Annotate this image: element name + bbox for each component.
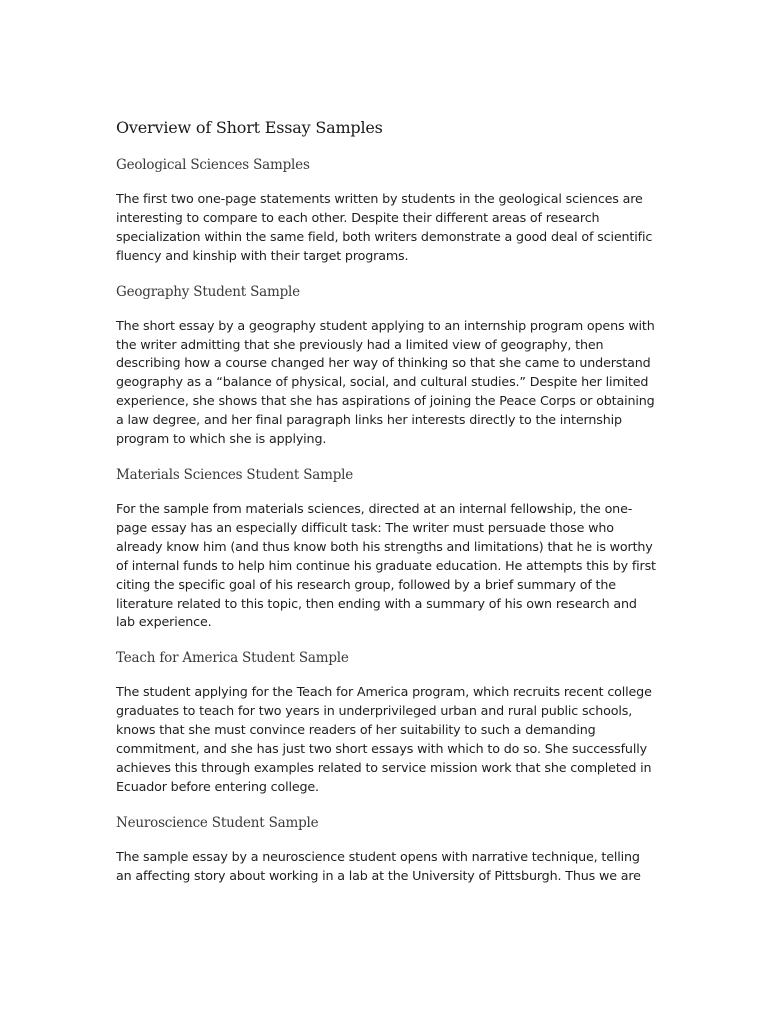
section-body-materials-sciences: For the sample from materials sciences, directed at an internal fellowship, the one-page essay has an especially difficult task: The writer must persuade those who already know him (and thus know both his strengths and limitations) that he is worthy of internal funds to help him continue his graduate education. He attempts this by first citing the specific goal of his research group, followed by a brief summary of the literature related to this topic, then ending with a summary of his own research and lab experience. [116, 500, 656, 630]
section-body-neuroscience: The sample essay by a neuroscience student opens with narrative technique, telling an affecting story about working in a lab at the University of Pittsburgh. Thus we are [116, 848, 641, 883]
document-title: Overview of Short Essay Samples [116, 118, 383, 137]
section-body-teach-for-america: The student applying for the Teach for America program, which recruits recent college graduates to teach for two years in underprivileged urban and rural public schools, knows that she must convince readers of her suitability to such a demanding commitment, and she has just two short essays with which to do so. She successfully achieves this through examples related to service mission work that she completed in Ecuador before entering college. [116, 684, 652, 794]
section-heading-materials-sciences: Materials Sciences Student Sample [116, 466, 354, 483]
document-content [116, 118, 656, 904]
section-heading-geological-sciences: Geological Sciences Samples [116, 157, 310, 173]
section-body-geological-sciences: The first two one-page statements written by students in the geological sciences are interesting to compare to each other. Despite their different areas of research specialization within the same field, both writers demonstrate a good deal of scientific fluency and kinship with their target programs. [116, 191, 653, 263]
section-heading-geography: Geography Student Sample [116, 283, 300, 300]
section-body-geography: The short essay by a geography student applying to an internship program opens with the writer admitting that she previously had a limited view of geography, then describing how a course changed her way of thinking so that she came to understand geography as a “balance of physical, social, and cultural studies.” Despite her limited experience, she shows that she has aspirations of joining the Peace Corps or obtaining a law degree, and her final paragraph links her interests directly to the internship program to which she is applying. [116, 317, 655, 447]
section-heading-neuroscience: Neuroscience Student Sample [116, 814, 319, 831]
section-heading-teach-for-america: Teach for America Student Sample [116, 650, 349, 667]
